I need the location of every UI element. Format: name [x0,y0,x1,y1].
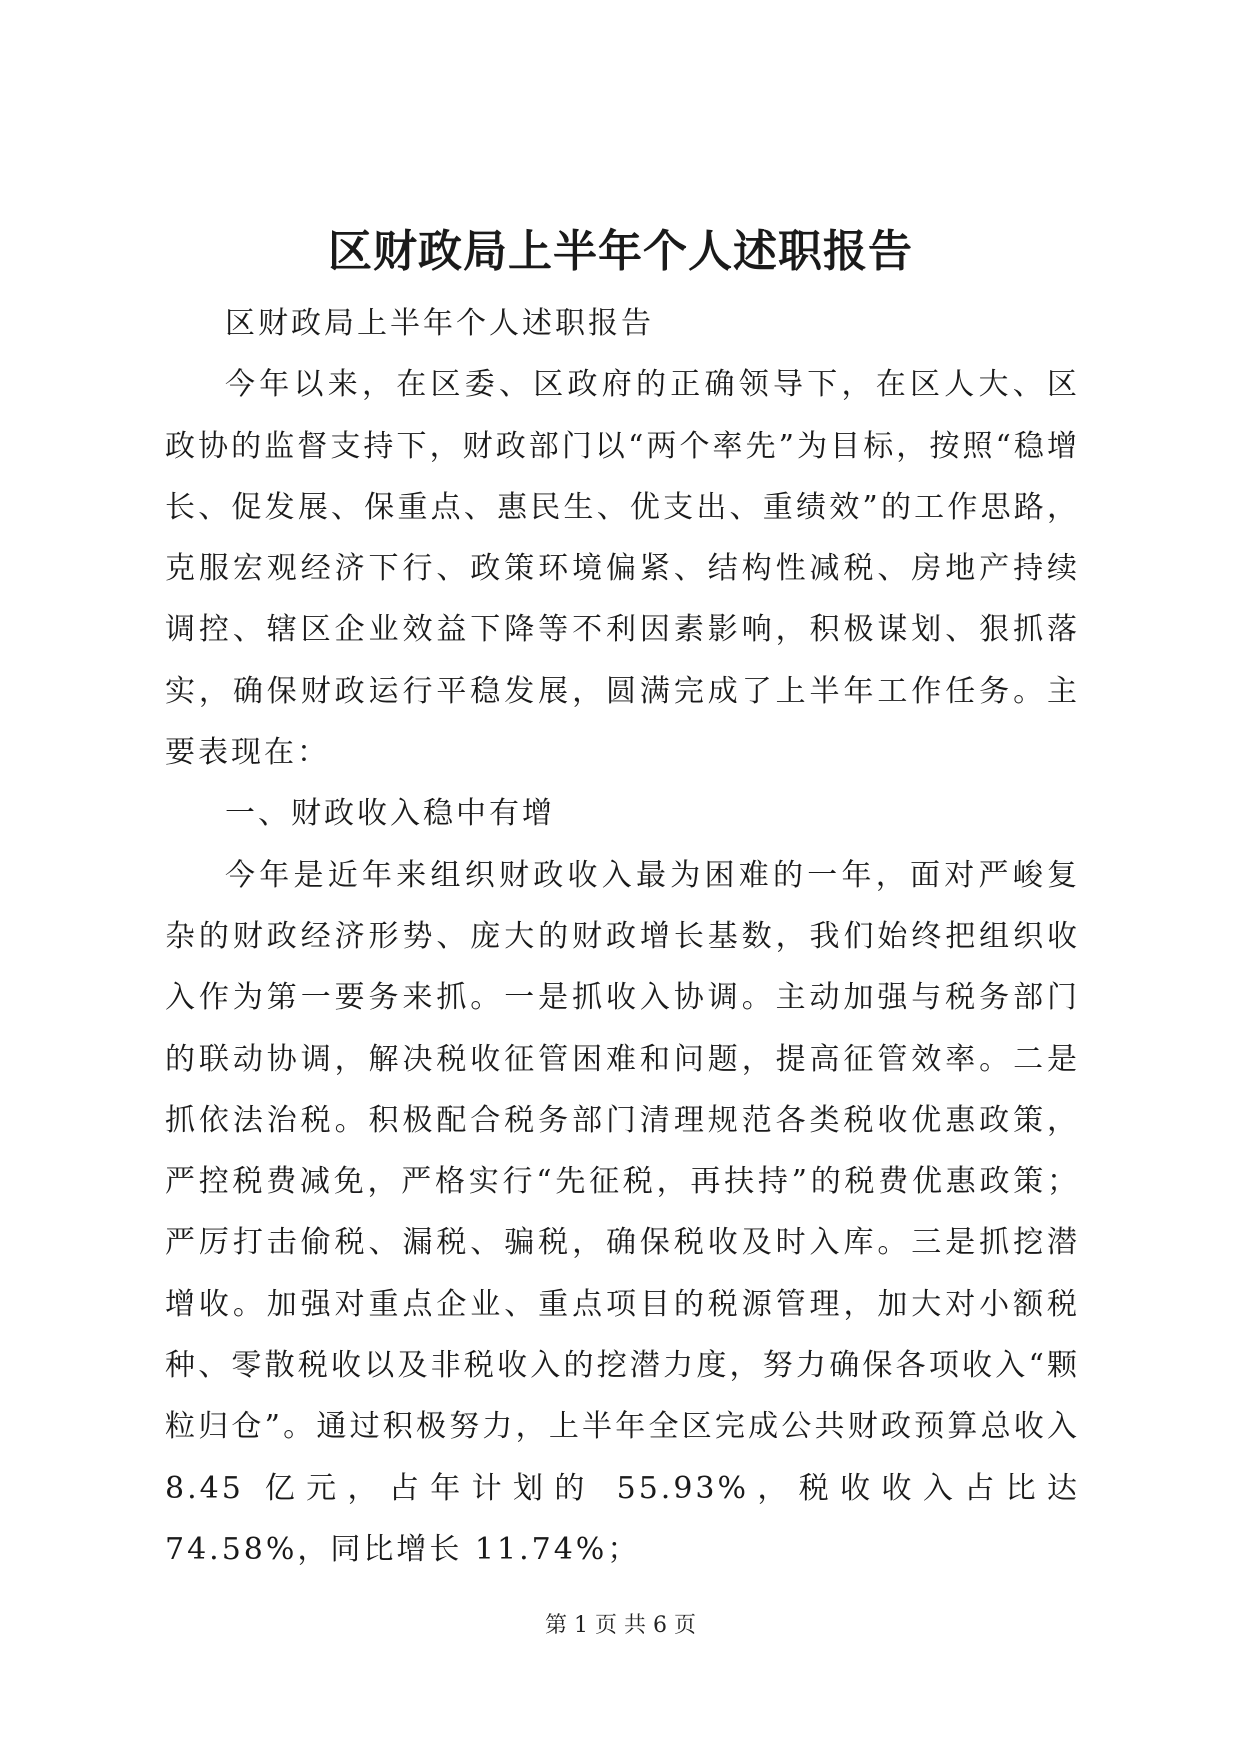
document-body [165,293,1080,1580]
page-footer: 第 1 页 共 6 页 [545,1613,696,1638]
document-title: 区财政局上半年个人述职报告 [328,226,913,277]
paragraph-subtitle: 区财政局上半年个人述职报告 [225,306,654,341]
paragraph-intro: 今年以来，在区委、区政府的正确领导下，在区人大、区政协的监督支持下，财政部门以“两个率先”为目标，按照“稳增长、促发展、保重点、惠民生、优支出、重绩效”的工作思路，克服宏观经济下行、政策环境偏紧、结构性减税、房地产持续调控、辖区企业效益下降等不利因素影响，积极谋划、狠抓落实，确保财政运行平稳发展，圆满完成了上半年工作任务。主要表现在： [165,367,1080,771]
section-heading: 一、财政收入稳中有增 [225,796,555,832]
paragraph-section-1: 今年是近年来组织财政收入最为困难的一年，面对严峻复杂的财政经济形势、庞大的财政增长基数，我们始终把组织收入作为第一要务来抓。一是抓收入协调。主动加强与税务部门的联动协调，解决税收征管困难和问题，提高征管效率。二是抓依法治税。积极配合税务部门清理规范各类税收优惠政策，严控税费减免，严格实行“先征税，再扶持”的税费优惠政策；严厉打击偷税、漏税、骗税，确保税收及时入库。三是抓挖潜增收。加强对重点企业、重点项目的税源管理，加大对小额税种、零散税收以及非税收入的挖潜力度，努力确保各项收入“颗粒归仓”。通过积极努力，上半年全区完成公共财政预算总收入 8.45 亿元，占年计划的 55.93%，税收收入占比达 74.58%，同比增长 11.74%； [165,857,1080,1567]
